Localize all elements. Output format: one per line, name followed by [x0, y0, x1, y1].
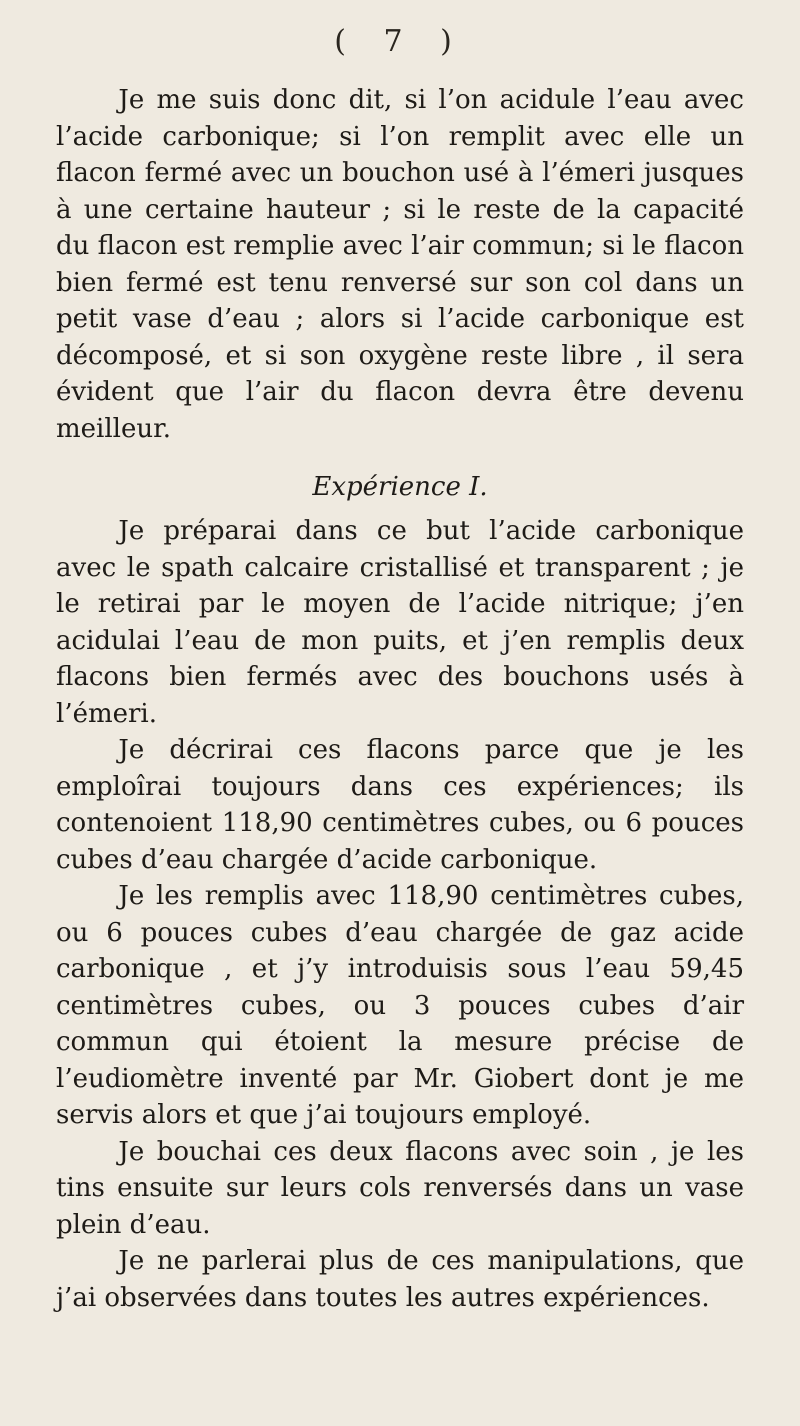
paragraph-filling: Je les remplis avec 118,90 centimètres cubes, ou 6 pouces cubes d’eau chargée de gaz acide carbonique , et j’y introduisis sous l’eau 59,45 centimètres cubes, ou 3 pouces cubes d’air commun qui étoient la mesure précise de l’eudiomètre inventé par Mr. Giobert dont je me servis alors et que j’ai toujours employé. [56, 881, 744, 1130]
paragraph-manipulations: Je ne parlerai plus de ces manipulations, que j’ai observées dans toutes les autres expériences. [56, 1246, 744, 1313]
paragraph-flasks: Je décrirai ces flacons parce que je les emploîrai toujours dans ces expériences; ils contenoient 118,90 centimètres cubes, ou 6 pouces cubes d’eau chargée d’acide carbonique. [56, 735, 744, 875]
page-number: ( 7 ) [334, 24, 466, 59]
section-heading: Expérience I. [312, 472, 488, 502]
paragraph-preparation: Je préparai dans ce but l’acide carbonique avec le spath calcaire cristallisé et transparent ; je le retirai par le moyen de l’acide nitrique; j’en acidulai l’eau de mon puits, et j’en remplis deux flacons bien fermés avec des bouchons usés à l’émeri. [56, 516, 744, 729]
paragraph-intro: Je me suis donc dit, si l’on acidule l’eau avec l’acide carbonique; si l’on remplit avec elle un flacon fermé avec un bouchon usé à l’émeri jusques à une certaine hauteur ; si le reste de la capacité du flacon est remplie avec l’air commun; si le flacon bien fermé est tenu renversé sur son col dans un petit vase d’eau ; alors si l’acide carbonique est décomposé, et si son oxygène reste libre , il sera évident que l’air du flacon devra être devenu meilleur. [56, 85, 744, 444]
body-text [56, 82, 744, 1316]
paragraph-stoppering: Je bouchai ces deux flacons avec soin , je les tins ensuite sur leurs cols renversés dans un vase plein d’eau. [56, 1136, 744, 1240]
